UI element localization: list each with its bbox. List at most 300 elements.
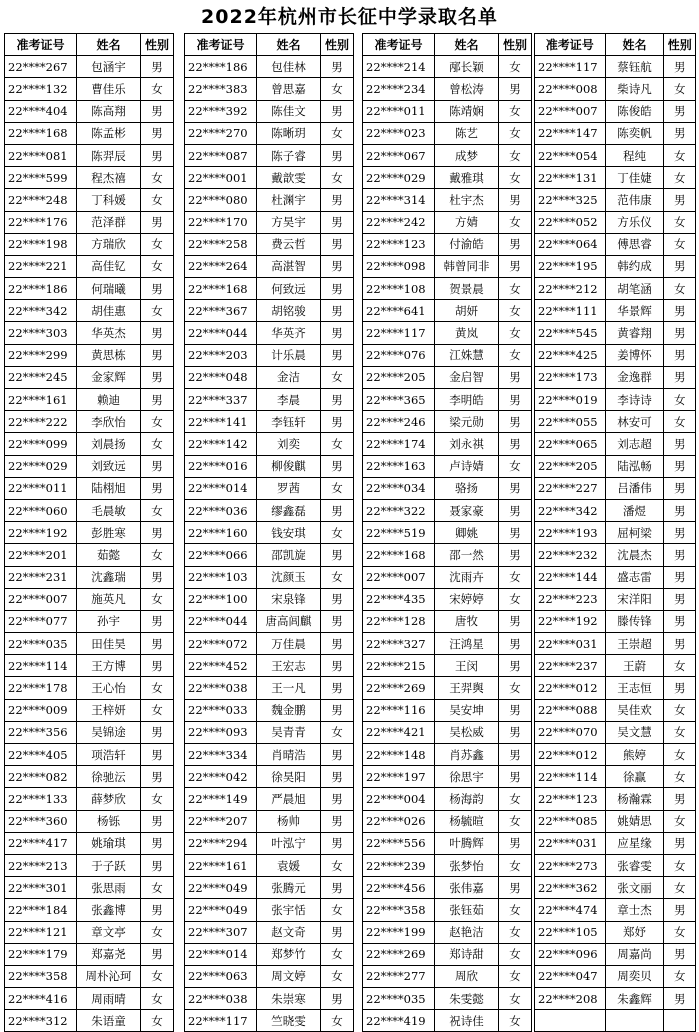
cell-gender: 男 [664,566,696,588]
cell-id: 22****036 [185,499,257,521]
cell-id: 22****034 [363,477,435,499]
cell-id: 22****168 [185,278,257,300]
table-row [185,411,354,433]
cell-name: 刘奕 [257,433,321,455]
cell-name: 李欣怡 [77,411,141,433]
cell-gender: 男 [321,344,354,366]
cell-id: 22****014 [185,943,257,965]
table-row [535,499,696,521]
table-row [535,610,696,632]
cell-name: 卿姚 [435,522,499,544]
cell-gender: 男 [321,610,354,632]
cell-name: 彭胜寒 [77,522,141,544]
table-row [535,566,696,588]
cell-gender: 女 [321,366,354,388]
table-row [5,633,174,655]
cell-gender: 女 [141,965,174,987]
table-row [185,255,354,277]
table-row [5,455,174,477]
cell-gender: 男 [499,389,532,411]
table-row [363,943,532,965]
cell-gender: 男 [664,677,696,699]
table-row [535,56,696,78]
cell-gender: 女 [141,189,174,211]
cell-id: 22****105 [535,921,606,943]
cell-name: 毛晨敏 [77,499,141,521]
cell-name: 陆栩旭 [77,477,141,499]
cell-name: 祝诗佳 [435,1010,499,1032]
cell-gender: 女 [664,411,696,433]
cell-gender: 男 [141,522,174,544]
cell-name: 王蔚 [605,655,664,677]
cell-name: 刘致远 [77,455,141,477]
cell-gender [664,1010,696,1032]
cell-name: 高佳钇 [77,255,141,277]
cell-id: 22****178 [5,677,77,699]
cell-name: 华英杰 [77,322,141,344]
cell-id: 22****170 [185,211,257,233]
cell-name: 王梓妍 [77,699,141,721]
header-gender: 性别 [664,34,696,56]
cell-name: 刘志超 [605,433,664,455]
cell-name: 高湛智 [257,255,321,277]
table-row [185,300,354,322]
cell-id: 22****417 [5,832,77,854]
cell-gender: 男 [141,366,174,388]
cell-name: 胡佳惠 [77,300,141,322]
cell-gender: 女 [141,921,174,943]
cell-name: 钱安琪 [257,522,321,544]
cell-name: 华景辉 [605,300,664,322]
cell-name: 戴歆雯 [257,167,321,189]
cell-id: 22****207 [185,810,257,832]
cell-gender: 男 [499,499,532,521]
cell-id: 22****031 [535,633,606,655]
cell-gender: 女 [321,965,354,987]
cell-gender: 男 [321,233,354,255]
cell-name: 项浩轩 [77,744,141,766]
table-row [363,832,532,854]
table-row [363,255,532,277]
cell-gender: 女 [499,921,532,943]
table-row [535,455,696,477]
cell-id: 22****192 [5,522,77,544]
table-row [535,721,696,743]
header-row [185,34,354,56]
cell-gender: 男 [664,255,696,277]
table-row [5,122,174,144]
cell-name: 杜渊宇 [257,189,321,211]
table-row [185,854,354,876]
cell-name: 宋洋阳 [605,588,664,610]
cell-name: 付渝皓 [435,233,499,255]
cell-name: 赵艳洁 [435,921,499,943]
cell-gender: 男 [141,655,174,677]
table-row [535,677,696,699]
cell-name [605,1010,664,1032]
cell-id: 22****012 [535,677,606,699]
table-row [363,877,532,899]
table-row [363,899,532,921]
cell-gender: 女 [664,877,696,899]
cell-name: 林安可 [605,411,664,433]
cell-name: 熊婷 [605,744,664,766]
cell-id: 22****011 [5,477,77,499]
cell-name: 郑嘉尧 [77,943,141,965]
cell-id: 22****193 [535,522,606,544]
cell-name: 戴雅琪 [435,167,499,189]
cell-gender: 女 [499,100,532,122]
cell-id: 22****358 [363,899,435,921]
cell-gender: 女 [141,699,174,721]
cell-gender: 男 [664,300,696,322]
cell-id: 22****186 [185,56,257,78]
cell-id: 22****452 [185,655,257,677]
table-row [363,655,532,677]
cell-id: 22****325 [535,189,606,211]
table-row [5,877,174,899]
cell-gender: 女 [499,300,532,322]
table-row [5,788,174,810]
cell-name: 华英齐 [257,322,321,344]
cell-name: 应星缘 [605,832,664,854]
cell-name: 包佳林 [257,56,321,78]
table-row [363,56,532,78]
cell-gender: 男 [141,721,174,743]
table-row [535,943,696,965]
table-row [5,211,174,233]
cell-name: 王志恒 [605,677,664,699]
cell-name: 郑妤 [605,921,664,943]
cell-gender: 女 [499,988,532,1010]
cell-name: 刘永祺 [435,433,499,455]
table-row [185,921,354,943]
table-row [535,699,696,721]
cell-id: 22****035 [363,988,435,1010]
cell-id: 22****215 [363,655,435,677]
cell-id: 22****100 [185,588,257,610]
cell-gender: 男 [321,144,354,166]
cell-gender: 女 [664,389,696,411]
cell-name: 金家辉 [77,366,141,388]
cell-id: 22****273 [535,854,606,876]
cell-name: 范泽群 [77,211,141,233]
table-row [5,854,174,876]
cell-id: 22****080 [185,189,257,211]
cell-name: 张宇恬 [257,899,321,921]
cell-id: 22****049 [185,877,257,899]
cell-gender: 女 [499,278,532,300]
table-row [185,1010,354,1032]
table-row [535,100,696,122]
table-row [5,144,174,166]
cell-gender: 男 [141,389,174,411]
cell-gender: 女 [499,899,532,921]
cell-name: 聂家豪 [435,499,499,521]
cell-gender: 男 [321,588,354,610]
cell-name: 金逸群 [605,366,664,388]
cell-gender: 男 [664,477,696,499]
table-row [185,832,354,854]
cell-name: 杨铄 [77,810,141,832]
cell-name: 朱鑫辉 [605,988,664,1010]
cell-gender: 男 [499,255,532,277]
cell-name: 魏金鹏 [257,699,321,721]
table-row [363,411,532,433]
cell-id: 22****556 [363,832,435,854]
cell-gender: 女 [321,522,354,544]
cell-id: 22****269 [363,943,435,965]
cell-id: 22****419 [363,1010,435,1032]
cell-gender: 男 [321,189,354,211]
cell-gender: 女 [499,965,532,987]
table-row [363,610,532,632]
table-row [5,655,174,677]
cell-name: 陈孟彬 [77,122,141,144]
cell-gender: 女 [499,322,532,344]
table-row [185,522,354,544]
cell-id: 22****213 [5,854,77,876]
cell-gender: 女 [141,677,174,699]
cell-id: 22****186 [5,278,77,300]
cell-gender: 女 [141,1010,174,1032]
cell-id: 22****014 [185,477,257,499]
cell-id: 22****023 [363,122,435,144]
cell-name: 丁科媛 [77,189,141,211]
table-row [5,965,174,987]
cell-name: 袁媛 [257,854,321,876]
cell-gender: 男 [141,744,174,766]
cell-id: 22****221 [5,255,77,277]
cell-id: 22****016 [185,455,257,477]
cell-name: 严晨旭 [257,788,321,810]
cell-gender: 女 [664,810,696,832]
roster-table-4 [534,33,696,1032]
cell-id: 22****360 [5,810,77,832]
cell-gender: 男 [141,477,174,499]
cell-id: 22****132 [5,78,77,100]
cell-gender: 男 [321,788,354,810]
cell-id: 22****227 [535,477,606,499]
cell-id: 22****334 [185,744,257,766]
cell-id: 22****246 [363,411,435,433]
cell-name: 周欣 [435,965,499,987]
cell-id: 22****161 [5,389,77,411]
table-row [185,566,354,588]
cell-id: 22****231 [5,566,77,588]
cell-id: 22****362 [535,877,606,899]
cell-gender: 女 [664,655,696,677]
cell-name: 邵一然 [435,544,499,566]
cell-name: 陈奕帆 [605,122,664,144]
table-row [185,144,354,166]
table-row [535,322,696,344]
cell-id: 22****004 [363,788,435,810]
cell-name: 周雨晴 [77,988,141,1010]
cell-name: 叶腾辉 [435,832,499,854]
table-row [535,744,696,766]
table-row [5,699,174,721]
cell-name: 杨帅 [257,810,321,832]
cell-gender: 男 [664,56,696,78]
table-row [363,189,532,211]
cell-id: 22****044 [185,610,257,632]
cell-name: 张思雨 [77,877,141,899]
cell-gender: 男 [321,544,354,566]
table-row [5,322,174,344]
cell-id: 22****148 [363,744,435,766]
cell-gender: 女 [499,788,532,810]
cell-id: 22****173 [535,366,606,388]
table-row [535,544,696,566]
table-row [535,233,696,255]
cell-id: 22****223 [535,588,606,610]
cell-gender: 男 [499,721,532,743]
cell-id: 22****117 [363,322,435,344]
cell-name: 成梦 [435,144,499,166]
cell-id: 22****199 [363,921,435,943]
cell-gender: 男 [664,322,696,344]
cell-id: 22****435 [363,588,435,610]
cell-id: 22****088 [535,699,606,721]
cell-gender: 男 [321,766,354,788]
cell-id: 22****063 [185,965,257,987]
cell-gender: 女 [664,854,696,876]
cell-name: 陈晰玥 [257,122,321,144]
cell-name: 蔡钰航 [605,56,664,78]
table-row [535,899,696,921]
cell-gender: 男 [664,499,696,521]
cell-id: 22****093 [185,721,257,743]
cell-gender: 男 [664,522,696,544]
cell-gender: 男 [664,544,696,566]
cell-gender: 女 [499,677,532,699]
table-row [535,921,696,943]
table-row [535,655,696,677]
cell-id: 22****248 [5,189,77,211]
cell-gender: 男 [141,766,174,788]
cell-id: 22****141 [185,411,257,433]
table-row [185,788,354,810]
cell-gender: 女 [321,1010,354,1032]
cell-gender: 男 [321,832,354,854]
table-row [363,699,532,721]
cell-gender: 男 [321,211,354,233]
table-row [363,100,532,122]
cell-name: 姚瑜琪 [77,832,141,854]
cell-id: 22****205 [363,366,435,388]
table-row [535,633,696,655]
table-row [535,988,696,1010]
cell-id: 22****195 [535,255,606,277]
table-row [185,677,354,699]
cell-gender: 女 [321,721,354,743]
cell-name: 郑梦竹 [257,943,321,965]
cell-id: 22****099 [5,433,77,455]
cell-name: 王一凡 [257,677,321,699]
cell-gender: 女 [499,1010,532,1032]
cell-id: 22****307 [185,921,257,943]
cell-id: 22****029 [5,455,77,477]
table-row [185,322,354,344]
table-row [363,788,532,810]
cell-gender: 男 [499,544,532,566]
cell-gender: 男 [141,122,174,144]
cell-gender: 男 [664,943,696,965]
cell-id: 22****067 [363,144,435,166]
cell-name: 朱语童 [77,1010,141,1032]
table-row [5,411,174,433]
cell-gender: 男 [321,100,354,122]
cell-name: 何瑞曦 [77,278,141,300]
header-id: 准考证号 [535,34,606,56]
table-row [535,122,696,144]
cell-name: 吴安坤 [435,699,499,721]
cell-gender: 男 [499,433,532,455]
cell-id: 22****214 [363,56,435,78]
cell-gender: 男 [664,100,696,122]
roster-grid [4,33,696,1028]
cell-name: 姚婧思 [605,810,664,832]
table-row [535,411,696,433]
cell-gender: 男 [141,943,174,965]
cell-id: 22****149 [185,788,257,810]
cell-name: 沈晨杰 [605,544,664,566]
cell-name: 胡铭骏 [257,300,321,322]
table-row [185,433,354,455]
cell-name: 赖迪 [77,389,141,411]
table-row [5,943,174,965]
cell-gender: 男 [499,832,532,854]
cell-name: 王宏志 [257,655,321,677]
cell-id: 22****222 [5,411,77,433]
cell-name: 宋婷婷 [435,588,499,610]
table-row [363,810,532,832]
cell-id: 22****327 [363,633,435,655]
cell-id: 22****269 [363,677,435,699]
cell-name: 陈佳文 [257,100,321,122]
cell-id: 22****144 [535,566,606,588]
table-row [363,633,532,655]
cell-name: 江姝慧 [435,344,499,366]
cell-name: 何致远 [257,278,321,300]
header-gender: 性别 [321,34,354,56]
cell-gender: 男 [664,344,696,366]
cell-gender: 女 [141,433,174,455]
cell-id: 22****342 [535,499,606,521]
table-row [535,766,696,788]
cell-gender: 男 [499,610,532,632]
cell-id: 22****245 [5,366,77,388]
cell-id: 22****416 [5,988,77,1010]
cell-id: 22****342 [5,300,77,322]
cell-name: 方婧 [435,211,499,233]
cell-gender: 男 [321,810,354,832]
cell-id: 22****405 [5,744,77,766]
cell-name: 徐赢 [605,766,664,788]
table-row [5,744,174,766]
cell-id: 22****038 [185,677,257,699]
table-row [5,278,174,300]
cell-gender: 男 [141,278,174,300]
table-row [363,522,532,544]
cell-gender: 女 [321,433,354,455]
cell-id [535,1010,606,1032]
cell-name: 徐驰沄 [77,766,141,788]
cell-gender: 男 [141,455,174,477]
table-row [5,988,174,1010]
header-name: 姓名 [77,34,141,56]
